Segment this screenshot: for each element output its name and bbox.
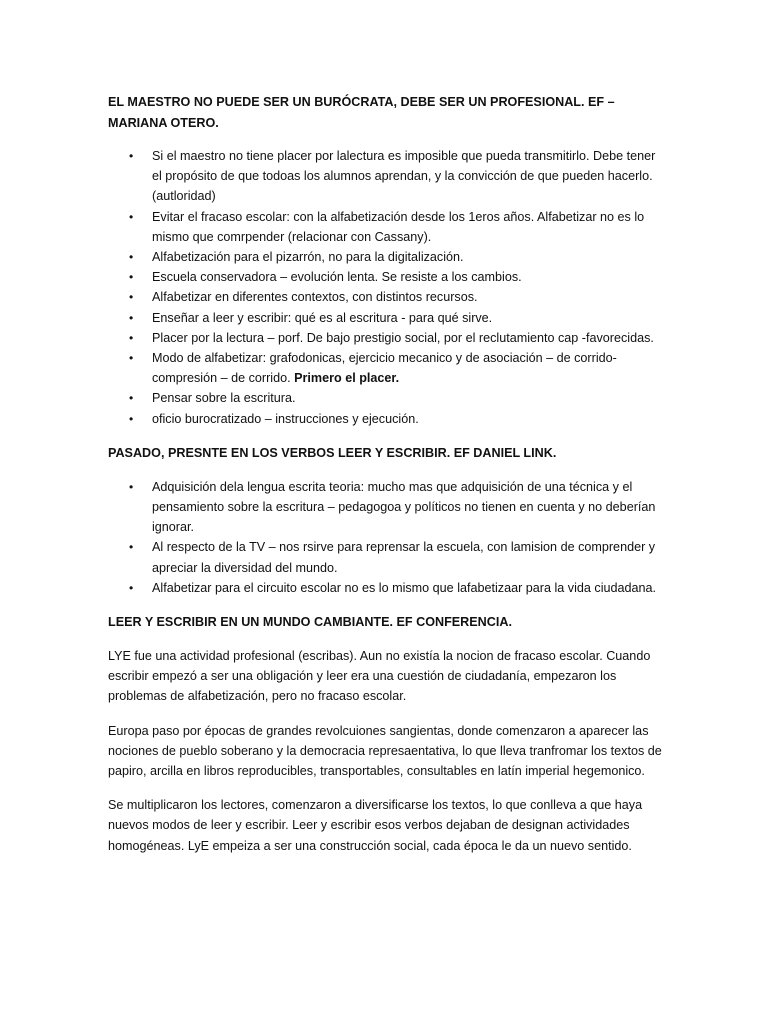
bullet-icon: • — [129, 250, 134, 265]
list-item — [108, 328, 668, 348]
bullet-icon: • — [129, 411, 134, 426]
section-title-conferencia: LEER Y ESCRIBIR EN UN MUNDO CAMBIANTE. EF CONFERENCIA. — [108, 615, 512, 630]
bullet-icon: • — [129, 270, 134, 285]
paragraph: LYE fue una actividad profesional (escribas). Aun no existía la nocion de fracaso escolar. Cuando escribir empezó a ser una obligación y leer era una cuestión de ciudadanía, empezaron los problemas de alfabetización, pero no fracaso escolar. — [108, 649, 651, 704]
list-item — [108, 287, 668, 307]
list-item — [108, 308, 668, 328]
bullet-icon: • — [129, 330, 134, 345]
list-item — [108, 537, 668, 577]
list-item-text: Placer por la lectura – porf. De bajo prestigio social, por el reclutamiento cap -favorecidas. — [152, 330, 654, 345]
list-item — [108, 578, 668, 598]
bullet-icon: • — [129, 479, 134, 494]
list-item-text: Evitar el fracaso escolar: con la alfabetización desde los 1eros años. Alfabetizar no es lo mismo que comrpender (relacionar con Cassany). — [152, 209, 645, 244]
list-item — [108, 267, 668, 287]
list-item-text: Modo de alfabetizar: grafodonicas, ejercicio mecanico y de asociación – de corrido-compresión – de corrido. — [152, 351, 617, 386]
paragraph: Se multiplicaron los lectores, comenzaron a diversificarse los textos, lo que conlleva a que haya nuevos modos de leer y escribir. Leer y escribir esos verbos dejaban de designan actividades homogéneas. LyE empeiza a ser una construcción social, cada época le da un nuevo sentido. — [108, 798, 643, 853]
list-item-text: Escuela conservadora – evolución lenta. Se resiste a los cambios. — [152, 270, 522, 285]
bullet-list-link — [108, 477, 668, 598]
list-item — [108, 146, 668, 207]
list-item-text: Alfabetización para el pizarrón, no para la digitalización. — [152, 250, 464, 265]
list-item-text: Al respecto de la TV – nos rsirve para reprensar la escuela, con lamision de comprender y apreciar la diversidad del mundo. — [152, 540, 656, 575]
paragraph: Europa paso por épocas de grandes revolcuiones sangientas, donde comenzaron a aparecer las nociones de pueblo soberano y la democracia represaentativa, lo que lleva tranfromar los textos de papiro, arcilla en libros reproducibles, transportables, consultables en latín imperial hegemonico. — [108, 723, 662, 779]
bullet-icon: • — [129, 351, 134, 366]
list-item — [108, 247, 668, 267]
bullet-list-otero — [108, 146, 668, 429]
list-item — [108, 477, 668, 538]
list-item-text: oficio burocratizado – instrucciones y ejecución. — [152, 411, 419, 426]
list-item-text: Alfabetizar para el circuito escolar no es lo mismo que lafabetizaar para la vida ciudadana. — [152, 580, 657, 595]
bullet-icon: • — [129, 209, 134, 224]
bullet-icon: • — [129, 391, 134, 406]
list-item-text: Alfabetizar en diferentes contextos, con distintos recursos. — [152, 290, 478, 305]
bullet-icon: • — [129, 540, 134, 555]
list-item-text: Si el maestro no tiene placer por lalectura es imposible que pueda transmitirlo. Debe tener el propósito de que todoas los alumnos aprendan, y la convicción de que pueden hacerlo. (autloridad) — [152, 149, 656, 204]
list-item-text: Enseñar a leer y escribir: qué es al escritura - para qué sirve. — [152, 310, 493, 325]
list-item — [108, 348, 668, 388]
bullet-icon: • — [129, 149, 134, 163]
list-item — [108, 388, 668, 408]
list-item — [108, 409, 668, 429]
bullet-icon: • — [129, 310, 134, 325]
list-item-emphasis: Primero el placer. — [294, 371, 400, 386]
section-title-link: PASADO, PRESNTE EN LOS VERBOS LEER Y ESCRIBIR. EF DANIEL LINK. — [108, 445, 557, 460]
list-item — [108, 207, 668, 247]
section-title-otero: EL MAESTRO NO PUEDE SER UN BURÓCRATA, DEBE SER UN PROFESIONAL. EF – MARIANA OTERO. — [108, 95, 615, 130]
document-page — [108, 92, 668, 870]
list-item-text: Pensar sobre la escritura. — [152, 391, 296, 406]
bullet-icon: • — [129, 580, 134, 595]
bullet-icon: • — [129, 290, 134, 305]
list-item-text: Adquisición dela lengua escrita teoria: mucho mas que adquisición de una técnica y el pensamiento sobre la escritura – pedagogoa y políticos no tienen en cuenta y no deberían ignorar. — [152, 479, 656, 535]
